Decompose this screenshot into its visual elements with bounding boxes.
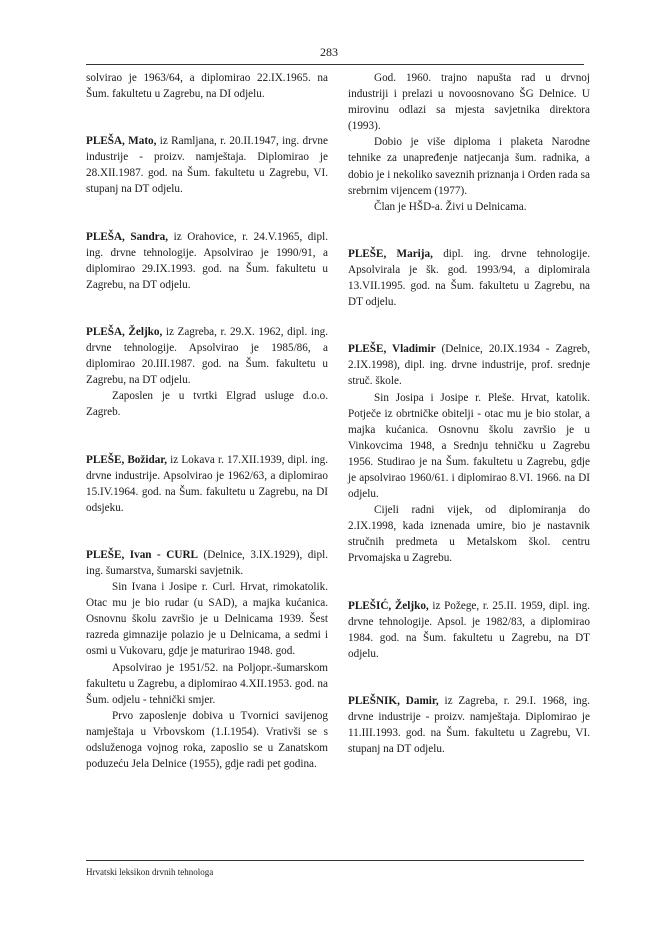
entry-plese-ivan <box>86 547 328 772</box>
entry-name: PLEŠA, Mato, <box>86 135 157 148</box>
entry-name: PLEŠE, Ivan - CURL <box>86 548 199 561</box>
entry-text: (Delnice, 20.IX.1934 - Zagreb, 2.IX.1998), dipl. ing. drvne industrije, prof. srednje struč. škole. <box>348 343 590 388</box>
entry-text: Sin Ivana i Josipe r. Curl. Hrvat, rimokatolik. Otac mu je bio rudar (u SAD), a majka kućanica. Osnovnu školu završio je u Delnicama 1939. Šest razreda gimnazije polazio je u Delnicama, a sedmi i osmi u Vukovaru, gdje je maturirao 1948. god. <box>86 581 328 658</box>
entry-text: Cijeli radni vijek, od diplomiranja do 2.IX.1998, kada iznenada umire, bio je nastavnik stručnih predmeta u Metalskom škol. centru Prvomajska u Zagrebu. <box>348 504 590 565</box>
entry-text: Dobio je više diploma i plaketa Narodne tehnike za unapređenje natjecanja šum. radnika, a dobio je i nekoliko saveznih priznanja i Orden rada sa srebrnim vijencem (1977). <box>348 136 590 197</box>
entry-name: PLEŠE, Marija, <box>348 247 433 260</box>
entry-plese-marija <box>348 246 590 310</box>
left-column <box>86 70 328 772</box>
entry-text: Prvo zaposlenje dobiva u Tvornici savijenog namještaja u Vrbovskom (1.I.1954). Vrativši se s odsluženoga vojnog roka, zaposlio se u Zanatskom poduzeću Jela Delnice (1955), gdje radi pet godina. <box>86 709 328 771</box>
entry-plese-vladimir <box>348 341 590 566</box>
footer-rule <box>86 860 584 861</box>
header-rule <box>86 64 584 65</box>
entry-text: dipl. ing. drvne tehnologije. Apsolvirala je šk. god. 1993/94, a diplomirala 13.VII.1995. god. na Šum. fakultetu u Zagrebu, na DT odjelu. <box>348 247 590 309</box>
entry-text: iz Ramljana, r. 20.II.1947, ing. drvne industrije - proizv. namještaja. Diplomirao je 28.XII.1987. god. na Šum. fakultetu u Zagrebu, VI. stupanj na DT odjelu. <box>86 135 328 196</box>
entry-plesa-zeljko <box>86 324 328 421</box>
entry-name: PLEŠNIK, Damir, <box>348 694 439 707</box>
entry-plesnik-damir <box>348 693 590 757</box>
entry-text: Zaposlen je u tvrtki Elgrad usluge d.o.o. Zagreb. <box>86 390 328 419</box>
entry-text: iz Zagreba, r. 29.X. 1962, dipl. ing. drvne tehnologije. Apsolvirao je 1985/86, a diplomirao 20.III.1987. god. na Šum. fakultetu u Zagrebu, na DT odjelu. <box>86 325 328 387</box>
entry-plese-bozidar <box>86 452 328 516</box>
entry-text: Član je HŠD-a. Živi u Delnicama. <box>374 200 527 213</box>
entry-text: iz Orahovice, r. 24.V.1965, dipl. ing. drvne tehnologije. Apsolvirao je 1990/91, a diplomirao 29.IX.1993. god. na Šum. fakultetu u Zagrebu, na DT odjelu. <box>86 230 329 291</box>
entry-text: iz Lokava r. 17.XII.1939, dipl. ing. drvne industrije. Apsolvirao je 1962/63, a diplomirao 15.IV.1964. god. na Šum. fakultetu u Zagrebu, na DI odsjeku. <box>86 453 328 514</box>
entry-continuation <box>86 70 328 102</box>
right-column <box>348 70 590 757</box>
entry-text: iz Zagreba, r. 29.I. 1968, ing. drvne industrije - proizv. namještaja. Diplomirao je 11.III.1993. god. na Šum. fakultetu u Zagrebu, VI. stupanj na DT odjelu. <box>348 694 590 756</box>
entry-plesa-sandra <box>86 229 328 293</box>
entry-name: PLEŠIĆ, Željko, <box>348 599 429 612</box>
entry-name: PLEŠA, Željko, <box>86 325 163 338</box>
entry-text: Apsolvirao je 1951/52. na Poljopr.-šumarskom fakultetu u Zagrebu, a diplomirao 4.XII.1953. god. na Šum. odjelu - tehnički smjer. <box>86 661 328 706</box>
entry-text: Sin Josipa i Josipe r. Pleše. Hrvat, katolik. Potječe iz obrtničke obitelji - otac mu je bio stolar, a majka kućanica. Osnovnu školu završio je u Vinkovcima 1948, a Srednju tehničku u Zagrebu 1956. Studirao je na Šum. fakultetu u Zagrebu, gdje je apsolvirao 1960/61. i diplomirao 8.VI. 1966. na DI odjelu. <box>348 391 590 501</box>
entry-text: (Delnice, 3.IX.1929), dipl. ing. šumarstva, šumarski savjetnik. <box>86 548 328 577</box>
page-number: 283 <box>320 45 338 59</box>
entry-text: solvirao je 1963/64, a diplomirao 22.IX.1965. na Šum. fakultetu u Zagrebu, na DI odjelu. <box>86 72 328 101</box>
entry-plesic-zeljko <box>348 598 590 662</box>
entry-name: PLEŠA, Sandra, <box>86 230 169 243</box>
entry-name: PLEŠE, Božidar, <box>86 453 168 466</box>
entry-text: iz Požege, r. 25.II. 1959, dipl. ing. drvne tehnologije. Apsol. je 1982/83, a diplomirao 1984. god. na Šum. fakultetu u Zagrebu, na DT odjelu. <box>348 599 590 660</box>
entry-text: God. 1960. trajno napušta rad u drvnoj industriji i prelazi u novoosnovano ŠG Delnice. U mirovinu odlazi sa mjesta savjetnika direktora (1993). <box>348 72 590 133</box>
entry-name: PLEŠE, Vladimir <box>348 343 436 356</box>
footer-title: Hrvatski leksikon drvnih tehnologa <box>86 867 214 877</box>
entry-continuation <box>348 70 590 215</box>
entry-plesa-mato <box>86 133 328 197</box>
